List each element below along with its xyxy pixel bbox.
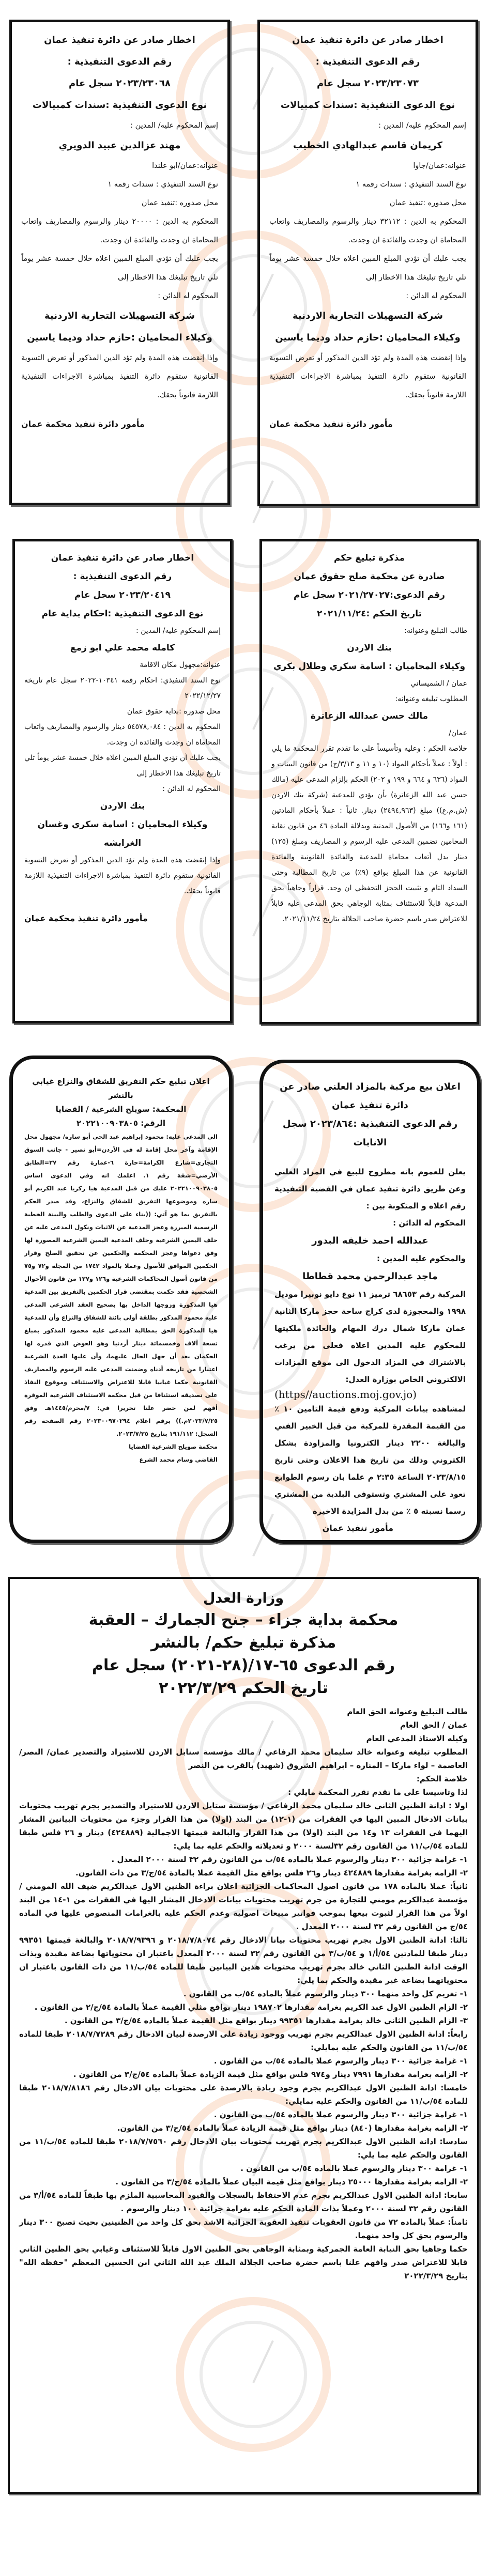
ruling-paragraph: ٢- الزامه بغرامة مقدارها (٨٤٠) دينار بواقع مثل قيمة الزيادة عملاً بالماده ٥٤/ج/٣ من القانون. [117, 2123, 468, 2133]
court-name: المحكمة: سويلح الشرعية / القضايا [55, 1105, 187, 1114]
ruling-paragraph: لذا وتاسيسا على ما تقدم تقرر المحكمة مايلي : [288, 1788, 468, 1797]
auction-terms: لمشاهده بيانات المركبة ودفع قيمة التامين ١٠ ٪ من القيمة المقدرة للمركبة من قبل الخبير الفني والبالغة ٢٢٠٠ دينار الكترونيا والمزاودة بشكل الكتروني وذلك من تاريخ هذا الاعلان وحتى تاريخ ٢٠٢٣/٨/١٥ الساعة ٢:٣٥ م علما بان رسوم الطوابع تعود على المشتري وتستوفى البلدية من المشتري رسما نسبته ٥ ٪ من بدل المزايدة الاخيرة [274, 1404, 466, 1516]
creditor-name: شركة التسهيلات التجارية الاردنية [293, 311, 443, 321]
ruling-paragraph: وكيله الاستاذ المدعي العام [366, 1734, 468, 1743]
ruling-paragraph: ٢- الزامه بغرامة مقدارها ٤٢٤٨٨٩ دينار و٢٦ فلس بواقع مثل القيمة عملا بالمادة ٥٤/ج/٣ من ذات القانون. [75, 1868, 468, 1877]
lawyers: وكيلاء المحاميان : اسامة سكري وطلال بكري [273, 661, 466, 672]
debtor-address: عنوانه:مجهول مكان الاقامة [140, 661, 221, 669]
debtor-label: والمحكوم عليه المدين : [377, 1254, 466, 1263]
ruling-paragraph: ٣- الزام الظنين الثاني خالد بغرامة مقدارها ٩٩٣٥١ دينار بواقع مثل القيمة عملاً بالماده ٥٤/ج/٣ من القانون . [64, 2016, 468, 2025]
issue-place: محل صدوره :بداية حقوق عمان [127, 707, 221, 716]
creditor-name: بنك الاردن [100, 801, 145, 811]
judgment-amount: المحكوم به الدين : ٣٢١١٢ دينار والرسوم والمصاريف واتعاب المحاماة ان وجدت والفائدة ان وجدت. [269, 218, 466, 244]
ruling-paragraph: سابعا: ادانة الظنين الاول عبدالكريم بجرم عدم الاحتفاظ بالسجلات والقيود المحاسبية الملزم بها طبقاً للماده ٥٤/أ/٣ من القانون رقم ٣٢ لسنة ٢٠٠٠ وعملاً بذات المادة الحكم عليه بغرامة جزائية ١٠٠ دينار والرسوم . [19, 2191, 468, 2213]
lawyers: وكيلاء المحاميان : اسامة سكري وغسان الغرابشه [37, 819, 208, 848]
case-number: رقم الدعوى:٢٠٢١/٢٧٠٢٧ سجل عام [294, 590, 445, 600]
notice-title: اعلان تبليغ حكم التفريق للشقاق والنزاع غيابي بالنشر [32, 1077, 210, 1100]
case-number: ٢٠٢٣/٢٣٠٧٣ سجل عام [317, 78, 419, 89]
signature: مأمور دائرة تنفيذ محكمة عمان [21, 419, 145, 429]
case-number: ٢٠٢٣/٢٣٠٦٨ سجل عام [69, 78, 171, 89]
case-number: رقم الدعوى ٦٥-١٧/(٢٨-٢٠٢١) سجل عام [92, 1656, 395, 1674]
vehicle-details: المركبة رقم ٦٨٦٥٣ ترميز ١١ نوع دايو نوبيرا موديل ١٩٩٨ والمحجوزة لدى كراج ساحة حجز ماركا الثانية عمان ماركا شمال درك المهام والعائدة ملكيتها للمحكوم عليه المدين اعلاه فعلى من يرغب بالاشتراك في المزاد الدخول الى موقع المزادات الالكتروني الخاص بوزارة العدل: [274, 1290, 466, 1384]
debtor-name: كامله محمد علي ابو زمع [70, 643, 175, 653]
ruling-paragraph: ثامناً: عملاً بالماده ٧٢ من قانون العقوبات تنفيذ العقوبة الجزائية الاشد بحق كل واحد من الظنينين بحيث تصبح ٣٠٠ دينار والرسوم بحق كل واحد منهما. [19, 2217, 468, 2240]
signature-judge: القاضي وسام محمد الشرع [139, 1456, 218, 1463]
ruling-paragraph: ١- تغريم كل واحد منهما ٣٠٠ دينار والرسوم عملاً بالماده ٥٤/ب من القانون . [183, 1989, 468, 1998]
notice-divorce-ruling [9, 1056, 233, 1543]
case-number: الرقم: ٢٠٢٢١٠٠٩٠٣٨٠٥ [76, 1119, 165, 1128]
ruling-paragraph: سادسا: ادانة الظنين الاول عبدالكريم بجرم تهريب محتويات بيان الادخال رقم ٢٠١٨/٧/٧٥٦٠ طبقا للماده ٥٤/ب/١١ من القانون والحكم عليه بما يلي: [19, 2137, 468, 2160]
requester-label: طالب التبليغ وعنوانه: [404, 627, 467, 635]
ruling-paragraph: ١- غرامة جزائية ٣٠٠ دينار والرسوم عملا بالماده ٥٤/ب من القانون . [213, 2110, 468, 2119]
deed-type: نوع السند التنفيذي : سندات رقمه ١ [108, 180, 218, 189]
ruling-paragraph: رابعاً: ادانة الظنين الاول عبدالكريم بجرم تهريب ووجود زيادة على الارصدة لبيان الادخال رقم ٢٠١٨/٧/٧٢٨٩ طبقا للماده ٥٤/ب/١١ من القانون والحكم عليه بمايلي: [19, 2029, 468, 2052]
case-type: نوع الدعوى التنفيذية :سندات كمبيالات [280, 100, 455, 111]
judgment-date: تاريخ الحكم :٢٠٢١/١١/٢٤ [317, 609, 422, 619]
ruling-paragraph: خلاصة الحكم: [416, 1774, 468, 1783]
ruling-paragraph: ١- غرامة ٣٠٠ دينار والرسوم عملا بالماده ٥٤/ب من القانون . [240, 2164, 468, 2173]
ruling-paragraph: طالب التبليغ وعنوانه الحق العام [347, 1707, 468, 1716]
notice-title: اخطار صادر عن دائرة تنفيذ عمان [44, 35, 195, 45]
notice-judgment-memo [259, 539, 479, 1025]
signature: مأمور دائرة تنفيذ محكمة عمان [269, 419, 393, 429]
creditor-label: المحكوم له الدائن : [158, 292, 218, 300]
notice-title: مذكرة تبليغ حكم/ بالنشر [150, 1634, 336, 1652]
signature: مأمور دائرة تنفيذ محكمة عمان [24, 913, 148, 923]
target-address: عمان/ [449, 729, 467, 737]
debtor-name: كريمان قاسم عبدالهادي الخطيب [293, 140, 442, 151]
notice-title: مذكرة تبليغ حكم [334, 553, 405, 563]
notice-execution-alert-1 [257, 20, 478, 506]
notice-subtitle: صادرة عن محكمة صلح حقوق عمان [294, 571, 445, 582]
deed-type: نوع السند التنفيذي: احكام رقمه ١٠٣٤١-٢٠٢٢ سجل عام تاريخه ٢٠٢٢/١٢/٢٧ [24, 676, 221, 700]
warning-text: وإذا إنقضت هذه المدة ولم تؤد الدين المذكور أو تعرض التسوية القانونية ستقوم دائرة التنفيذ بمباشرة الاجراءات التنفيذية اللازمة قانوناً بحقك. [24, 856, 221, 895]
issue-place: محل صدوره :تنفيذ عمان [389, 199, 466, 207]
notice-execution-alert-3 [12, 539, 233, 1023]
debtor-name: ماجد عبدالرحمن محمد قطاطا [302, 1271, 438, 1282]
ruling-paragraph: ١- غرامة جزائية ٣٠٠ دينار والرسوم عملا بالماده ٥٤/ب من القانون رقم ٣٢ لسنة ٢٠٠٠ المعدل . [111, 1855, 468, 1864]
payment-demand: يجب عليك أن تؤدي المبلغ المبين اعلاه خلال خمسة عشر يوماً تلي تاريخ تبليغك هذا الاخطار إلى [21, 255, 218, 282]
target-name: مالك حسن عبدالله الزعاترة [310, 711, 428, 721]
notice-title: اخطار صادر عن دائرة تنفيذ عمان [51, 553, 194, 563]
ruling-paragraph: اولا : ادانة الظنين الثاني خالد سليمان محمد الرفاعي / مؤسسة ستايل الاردن للاستيراد والتصدير بجرم تهريب محتويات بيانات الادخال المبين اليها في الفقرات من (١-١٢) من البند (اولا) من هذا القرار وجزء من محتويات البيانين المشار اليهما في الفقرات ١٣ و١٤ من البند (اولا) من هذا القرار والبالغة قيمتها الاجمالية (٤٢٤٨٨٩) دينار و ٢٦ فلس طبقا للماده ٥٤/ب/١١ من القانون رقم ٣٢لسنة ٢٠٠٠ و تعديلاته والحكم عليه بما يلي: [19, 1801, 468, 1851]
case-label: رقم الدعوى التنفيذية : [315, 56, 420, 67]
requester-name: بنك الاردن [347, 643, 392, 653]
notice-customs-court-ruling [8, 1577, 479, 2494]
signature: مأمور تنفيذ عمان [322, 1523, 393, 1533]
lawyers: وكيلاء المحاميان :حازم حداد وديما ياسين [275, 332, 461, 343]
target-label: المطلوب تبليغه وعنوانه: [395, 695, 467, 703]
judgment-amount: المحكوم به الدين : ٢٠٠٠٠ دينار والرسوم والمصاريف واتعاب المحاماة ان وجدت والفائدة ان وجدت. [21, 218, 218, 244]
ruling-paragraph: المطلوب تبليغه وعنوانه خالد سليمان محمد الرفاعي / مالك مؤسسة سنابل الاردن للاستيراد والتصدير عمان/ النصر/ العاصمة – لواء ماركا – المناره – ابراهيم الشروق (شهيد) بالقرب من النصر [19, 1747, 468, 1770]
judgment-summary: خلاصة الحكم : وعليه وتأسيساً على ما تقدم تقرر المحكمة ما يلي : أولاً : عملاً بأحكام المواد (١٠ و ١١ و ٣/١٣/ج) من قانون البينات و المواد (٦٣٦ و ٦٦٤ و ١٩٩ و ٢٠٢) الحكم بإلزام المدعى عليه (مالك حسن عبد الله الزعاترة) بأن يؤدي للمدعية (شركة بنك الاردن (ش.م.ع)) مبلغ (٢٤٩٤,٩٦٣) دينار. ثانياً : عملاً بأحكام المادتين (١٦١ و١٦٦) من الأصول المدنية وبدلالة المادة ٤٦ من قانون نقابة المحامين تضمين المدعى عليه الرسوم و المصاريف ومبلغ (١٢٥) دينار بدل أتعاب محاماة للمدعية والفائدة القانونية والفائدة القانونية عن هذا المبلغ بواقع (٩٪) من تاريخ المطالبة وحتى السداد التام و تثبيت الحجز التحفظي ان وجد. قراراً وجاهياً بحق المدعية قابلاً للاستئناف بمثابة الوجاهي بحق المدعى عليه قابلاً للاعتراض صدر باسم حضرة صاحب الجلالة بتاريخ ٢٠٢١/١١/٢٤. [271, 744, 467, 923]
creditor-label: المحكوم له الدائن : [406, 292, 466, 300]
debtor-address: عنوانه:عمان/ابو علندا [152, 162, 218, 170]
notice-title: اعلان بيع مركبة بالمزاد العلني صادر عن دائرة تنفيذ عمان [280, 1081, 461, 1111]
ruling-paragraph: ٢- الزامه بغرامة مقدارها ٢٥٠٠٠ دينار بواقع مثل قيمة البيان عملاً بالماده ٥٤/ج/٣ من القانون . [115, 2177, 468, 2186]
ruling-paragraph: ثالثا: ادانة الظنين الاول بجرم تهريب محتويات بيانا الادخال رقم ٢٠١٨/٧/٨٠٧٤ و ٢٠١٨/٧/٩٣٩٦ والبالغة قيمتها ٩٩٣٥١ دينار طبقا للمادتين ٥٤/أ/١ و ٥٤/ب/٣ من القانون رقم ٣٢ لسنة ٢٠٠٠ المعدل باعتبار ان محتوياتها بضاعة مقيدة وبذات الوقت ادانة الظنين الثاني خالد بجرم تهريب محتويات هذين البيانين طبقا للماده ٥٤/ب/١١ من ذات القانون باعتبار ان محتوياتهما بضاعة غير مقيدة والحكم بما يلي: [19, 1935, 468, 1985]
ruling-paragraph: حكما وجاهيا بحق النيابة العامة الجمركية وبمثابة الوجاهي بحق الظنين الاول قابلاً للاستئناف وغيابي بحق الظنين الثاني قابلا للاعتراض صدر وافهم علنا باسم حضرة صاحب الجلالة الملك عبد الله الثاني ابن الحسين المعظم "حفظه الله" بتاريخ ٢٠٢٢/٣/٢٩ [19, 2244, 468, 2280]
warning-text: وإذا إنقضت هذه المدة ولم تؤد الدين المذكور أو تعرض التسوية القانونية ستقوم دائرة التنفيذ بمباشرة الاجراءات التنفيذية اللازمة قانوناً بحقك. [21, 354, 218, 399]
ruling-paragraph: ١- غرامة جزائية ٣٠٠ دينار والرسوم عملا بالماده ٥٤/ب من القانون . [213, 2056, 468, 2066]
judgment-date: تاريخ الحكم ٢٠٢٢/٣/٢٩ [159, 1679, 328, 1697]
auction-website-link[interactable]: (https//auctions.moj.gov.jo) [274, 1388, 417, 1401]
issue-place: محل صدوره :تنفيذ عمان [141, 199, 218, 207]
ruling-paragraph: ٢- الزام الظنين الاول عبد الكريم بغرامة مقدارها ١٩٨٧٠٢ دينار بواقع مثلي القيمة عملاً بالمادة ٥٤/ج/٢ من القانون . [34, 2003, 468, 2012]
ruling-paragraph: خامسا: ادانة الظنين الاول عبدالكريم بجرم وجود زيادة بالارصدة على محتويات بيان الادخال رقم ٢٠١٨/٧/٨١٨٦ طبقا للماده ٥٤/ب/١١ من القانون والحكم عليه بمايلي: [19, 2083, 468, 2106]
warning-text: وإذا إنقضت هذه المدة ولم تؤد الدين المذكور أو تعرض التسوية القانونية ستقوم دائرة التنفيذ بمباشرة الاجراءات التنفيذية اللازمة قانوناً بحقك. [269, 354, 466, 399]
notice-title: اخطار صادر عن دائرة تنفيذ عمان [292, 35, 443, 45]
debtor-label: إسم المحكوم عليه/ المدين : [130, 121, 218, 130]
debtor-address: عنوانه:عمان/جاوا [413, 162, 466, 170]
signature-court: محكمة صويلح الشرعية القضايا [129, 1443, 218, 1450]
notice-vehicle-auction [259, 1060, 481, 1544]
case-type: نوع الدعوى التنفيذية :سندات كمبيالات [32, 100, 207, 111]
notice-execution-alert-2 [9, 20, 230, 505]
requester-address: عمان / الشميساني [410, 679, 467, 688]
payment-demand: يجب عليك أن تؤدي المبلغ المبين اعلاه خلال خمسة عشر يوماً تلي تاريخ تبليغك هذا الاخطار إلى [269, 255, 466, 282]
creditor-label: المحكوم له الدائن : [162, 785, 221, 793]
debtor-label: إسم المحكوم عليه/ المدين : [136, 627, 221, 635]
payment-demand: يجب عليك أن تؤدي المبلغ المبين اعلاه خلال خمسة عشر يوماً تلي تاريخ تبليغك هذا الاخطار إلى [24, 754, 221, 778]
case-number: رقم الدعوى التنفيذية :٢٠٢٣/٨٦٤ سجل الانابات [282, 1119, 458, 1148]
creditor-name: شركة التسهيلات التجارية الاردنية [44, 311, 195, 321]
ruling-paragraph: ثانياً: عملا بالماده ١٧٨ من قانون اصول المحاكمات الجزائية اعلان براءة الظنين الاول عبدالكريم ضيف الله المومني / مؤسسة عبدالكريم مومني للتجارة من جرم تهريب محتويات بيانات الادخال المشار اليها في الفقرات من ١-١٤ من البند اولاً من هذا القرار لثبوت بيعها بموجب فواتير مبيعات اصولية وعدم الحكم عليه بالغرامات المنصوص عليها في الماده ٥٤/ج من القانون رقم ٣٢ لسنة ٢٠٠٠ المعدل . [19, 1882, 468, 1931]
debtor-name: مهند عزالدين عبيد الدويري [58, 140, 181, 151]
case-number: ٢٠٢٣/٢٠٤١٩ سجل عام [74, 590, 171, 600]
ruling-text: الى المدعى عليه: محمود إبراهيم عبد الحي أبو ساره/ مجهول محل الإقامة وآخر محل إقامة له في الأردن=أبو نصير - جانب السوق التجاري=شارع الكرامة=حارة ٦-عمارة رقم ٢٧=الطابق الأرضي=شقة رقم ١. اعلمك انه وفي الدعوى اساس ٢٠٢٢١٠٠٩٠٣٨٠٥ عليك من قبل المدعية هيا زكريا عبد الكريم أبو ساره وموضوعها التفريق للشقاق والنزاع، وقد صدر الحكم بالتفريق بما هو آتي: ((بناء على الدعوى والطلب والبينة الخطية الرسمية المبرزة وعجز المدعية عن الاثبات ونكول المدعى عليه عن حلف اليمين الشرعية وحلف المدعية اليمين الشرعية المصورة لها وفق دعواها وعجز المحكمة والحكمين عن تحقيق الصلح وقرار الحكمين الموافق للأصول وعملا بالمواد ١٧٤٢ من المجلة و٧٢ و٧٥ من قانون أصول المحاكمات الشرعية و١٢٦ و١٢٧ من قانون الأحوال الشخصية فقد حكمت بمقتضى قرار الحكمين بالتفريق بين المدعية هيا المذكورة وزوجها الداخل بها بصحيح العقد الشرعي المدعى عليه محمود المذكور بطلقة أولى بائنة للشقاق والنزاع وأن للمدعية هيا المذكورة الحق بمطالبة المدعى عليه محمود المذكور بمبلغ تسعة آلاف وخمسمائة دينار أردنيا وهو العوض الذي قدره لها الحكمان بعد أن جهل الحال عليهما، وأن عليها العدة الشرعية اعتبارا من تاريخه أدناه وضمنت المدعى عليه الرسوم والمصاريف القانونية حكما غيابيا قابلا للاعتراض والاستئناف وموقوع النفاذ على تصديقه استئنافا من قبل محكمة الاستئناف الشرعية الموقرة أفهم لمن حضر علنا تحريرا في: ٧/محرم/١٤٤٥هـ وفق ٢٠٢٣/٧/٢٥م.)) برقم اعلام ٢٠٢٣٠٠٩٧٠٢٩٤ رقم الصفحة رقم السجل: ١٩١/١١٢ بتاريخ ٢٠٢٣/٧/٢٥. [24, 1133, 218, 1437]
lawyers: وكيلاء المحاميان :حازم حداد وديما ياسين [27, 332, 212, 343]
auction-intro: يعلن للعموم بانه مطروح للبيع في المزاد العلني وعن طريق دائرة تنفيذ عمان في القضية التنفيذية رقم اعلاه و المتكونة بين : [274, 1167, 466, 1211]
court-name: محكمة بداية جزاء – جنح الجمارك – العقبة [88, 1611, 399, 1629]
creditor-label: المحكوم له الدائن : [393, 1218, 466, 1228]
case-label: رقم الدعوى التنفيذية : [67, 56, 172, 67]
creditor-name: عبدالله احمد خليفه البدور [312, 1235, 428, 1246]
case-type: نوع الدعوى التنفيذية :احكام بداية عام [41, 609, 204, 619]
debtor-label: إسم المحكوم عليه/ المدين : [378, 121, 466, 130]
judgment-amount: المحكوم به الدين : ٥٤٥٧٨,٠٨٤ دينار والرسوم والمصاريف واتعاب المحاماة ان وجدت والفائدة ان وجدت. [24, 723, 221, 747]
deed-type: نوع السند التنفيذي : سندات رقمه ١ [356, 180, 466, 189]
case-label: رقم الدعوى التنفيذية : [73, 571, 172, 582]
ruling-paragraph: ٢- الزامه بغرامة مقدارها ٧٩٩١ دينار و٩٧٤ فلس بواقع مثل قيمة الزيادة عملاً بالماده ٥٤/ج/٣ من القانون . [73, 2070, 468, 2079]
ruling-paragraph: عمان / الحق العام [400, 1720, 468, 1730]
ministry-name: وزارة العدل [203, 1590, 284, 1606]
